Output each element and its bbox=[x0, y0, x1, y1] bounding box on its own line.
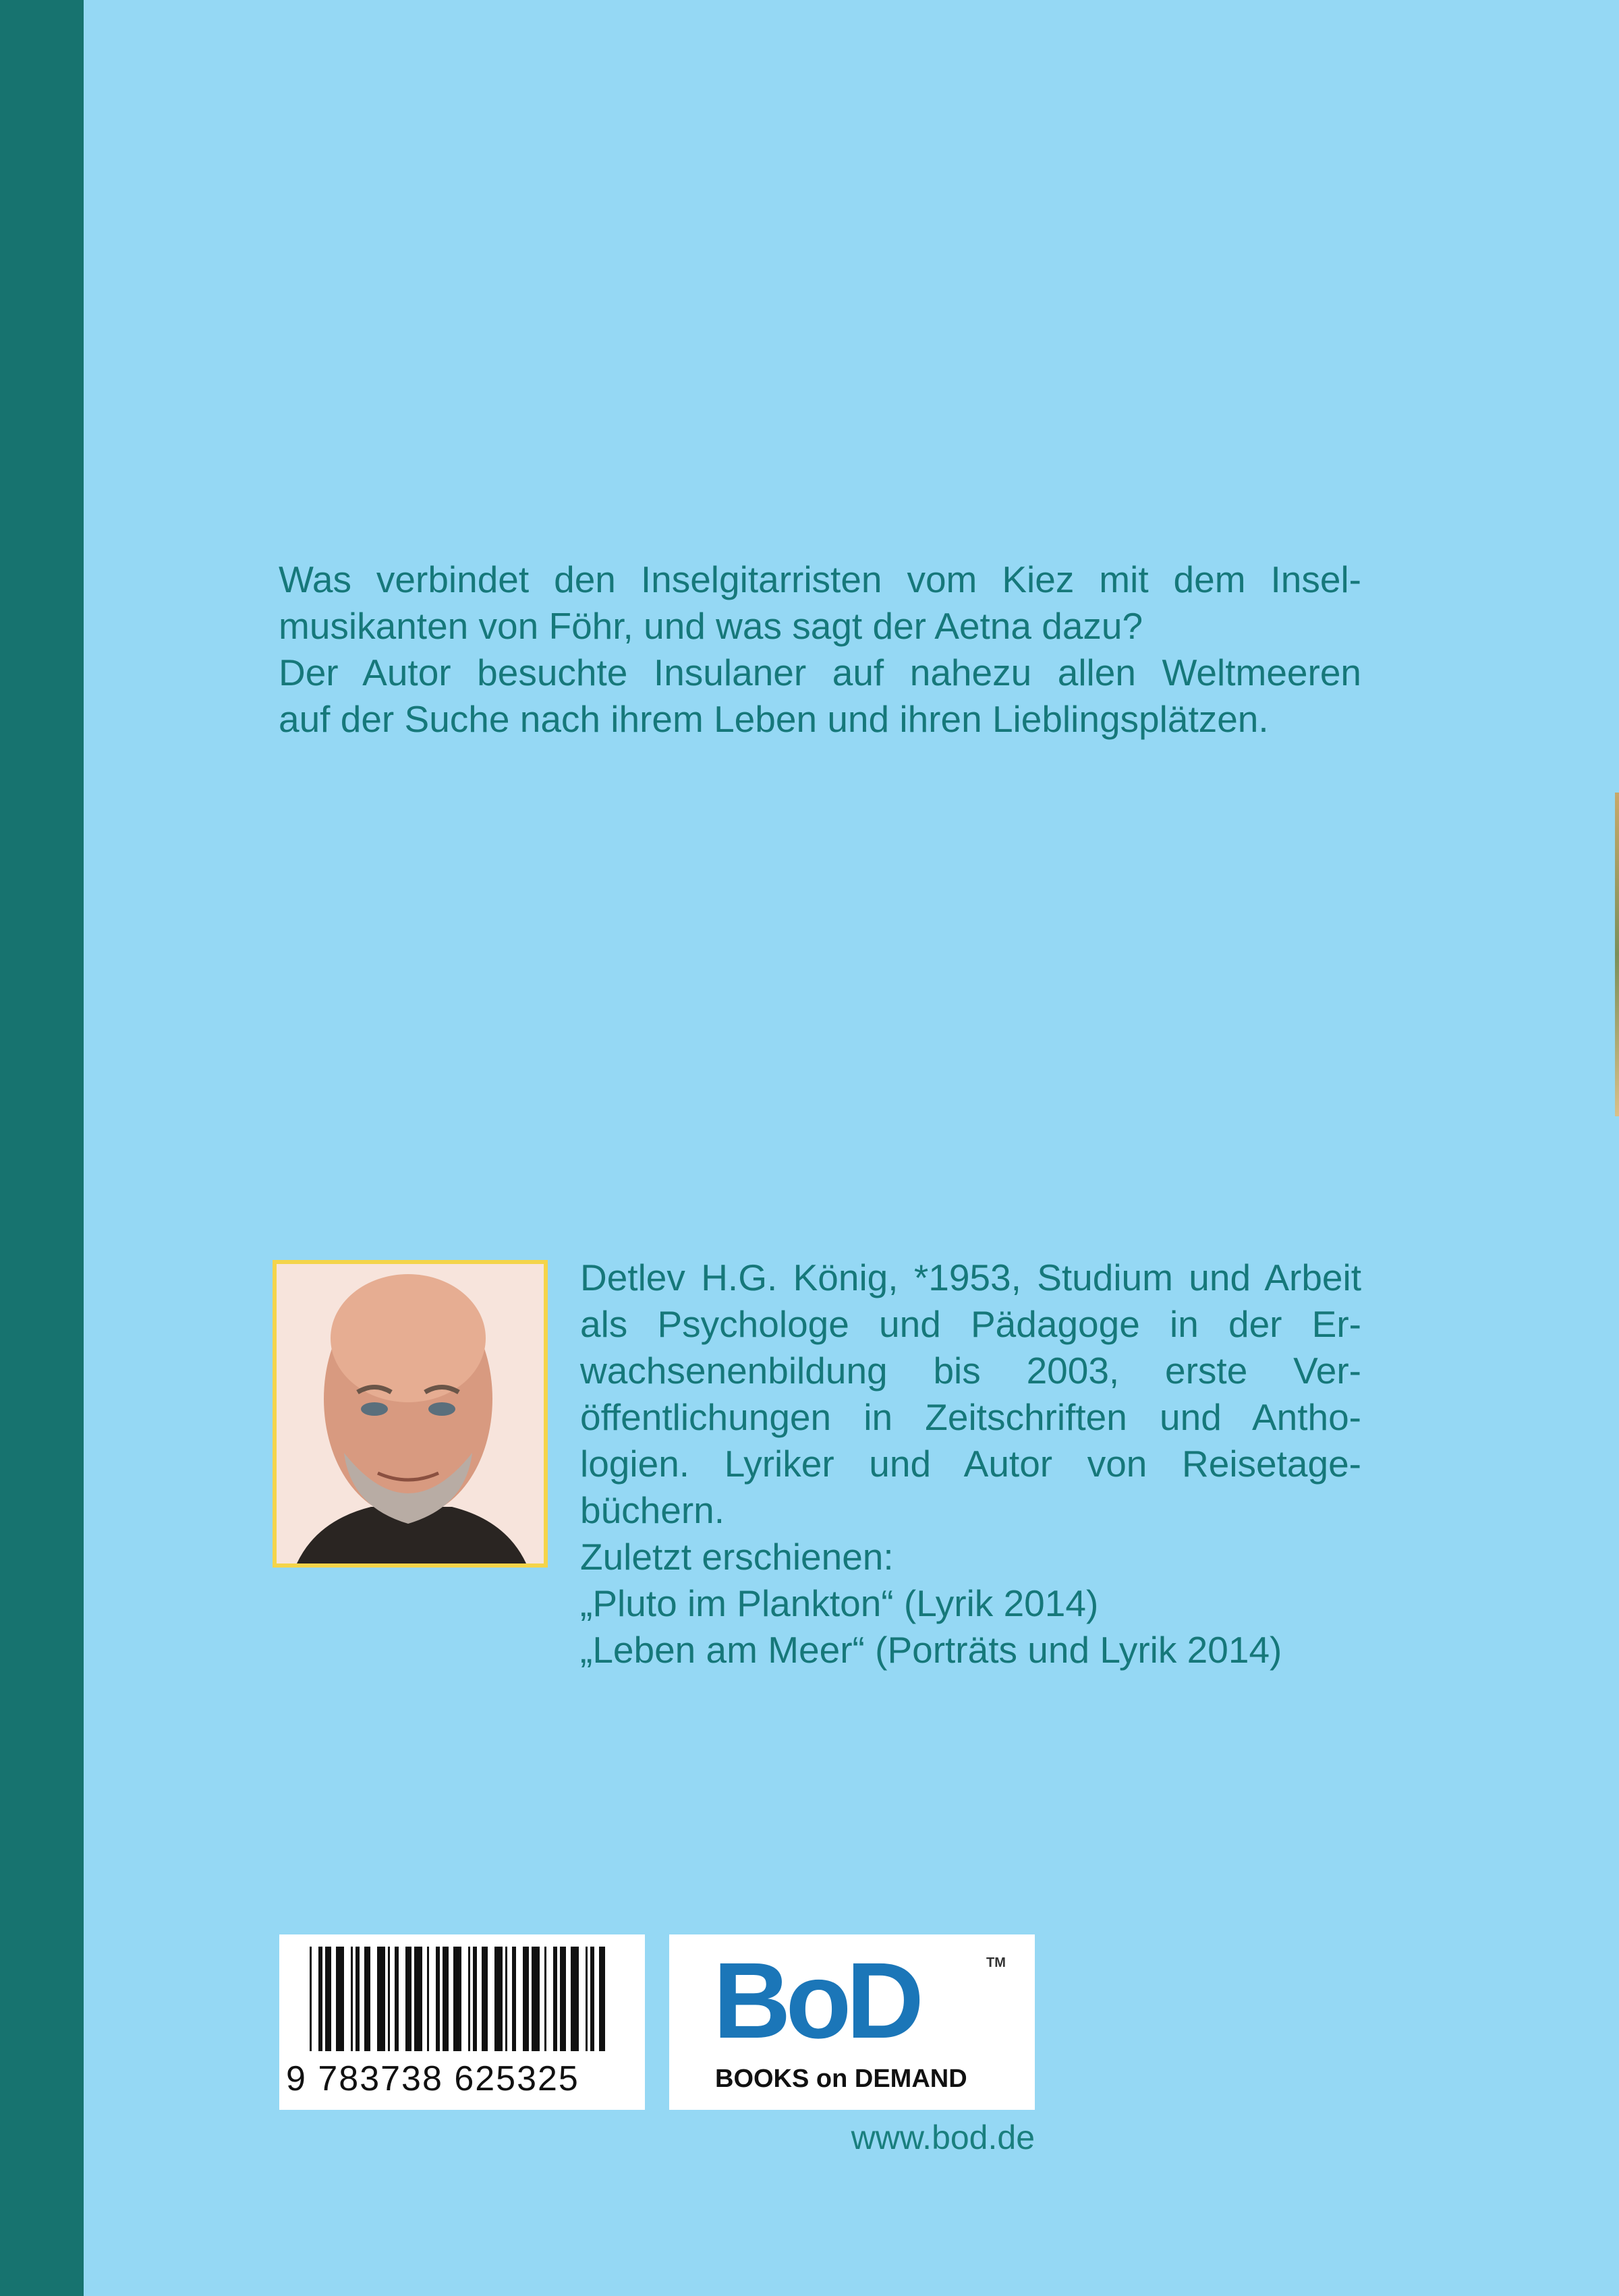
bio-line: logien. Lyriker und Autor von Reisetage- bbox=[580, 1443, 1361, 1485]
barcode-bar bbox=[427, 1947, 429, 2051]
barcode-bar bbox=[364, 1947, 370, 2051]
barcode-bar bbox=[468, 1947, 470, 2051]
trademark: TM bbox=[986, 1955, 1006, 1970]
barcode-bar bbox=[512, 1947, 516, 2051]
barcode-bar bbox=[553, 1947, 557, 2051]
bio-line: Zuletzt erschienen: bbox=[580, 1536, 894, 1578]
blurb-line: auf der Suche nach ihrem Leben und ihren Lieblingsplätzen. bbox=[279, 698, 1269, 740]
barcode-bar bbox=[310, 1947, 312, 2051]
blurb-line: Was verbindet den Inselgitarristen vom Kiez mit dem Insel- bbox=[279, 558, 1361, 600]
bio-line: büchern. bbox=[580, 1489, 725, 1531]
isbn-number: 9 783738 625325 bbox=[286, 2059, 579, 2098]
barcode-bar bbox=[505, 1947, 507, 2051]
barcode-bar bbox=[414, 1947, 422, 2051]
publisher-url[interactable]: www.bod.de bbox=[851, 2119, 1035, 2156]
barcode-bar bbox=[571, 1947, 579, 2051]
author-bio bbox=[580, 1255, 1361, 1673]
author-photo bbox=[273, 1260, 548, 1568]
barcode-bar bbox=[523, 1947, 529, 2051]
blurb-text bbox=[279, 556, 1361, 743]
blurb-line: musikanten von Föhr, und was sagt der Aetna dazu? bbox=[279, 605, 1143, 647]
barcode-bar bbox=[590, 1947, 594, 2051]
barcode-bar bbox=[473, 1947, 477, 2051]
bio-line: „Pluto im Plankton“ (Lyrik 2014) bbox=[580, 1582, 1099, 1624]
barcode-bar bbox=[494, 1947, 503, 2051]
barcode-bar bbox=[377, 1947, 385, 2051]
barcode-bar bbox=[395, 1947, 399, 2051]
bio-line: als Psychologe und Pädagoge in der Er- bbox=[580, 1303, 1361, 1345]
bio-line: wachsenenbildung bis 2003, erste Ver- bbox=[580, 1350, 1361, 1391]
author-portrait-icon bbox=[277, 1264, 544, 1563]
barcode-bar bbox=[356, 1947, 360, 2051]
barcode-bar bbox=[318, 1947, 322, 2051]
barcode-bar bbox=[532, 1947, 540, 2051]
isbn-barcode bbox=[279, 1934, 645, 2110]
barcode-bar bbox=[586, 1947, 588, 2051]
barcode-bar bbox=[325, 1947, 331, 2051]
publisher-logo bbox=[669, 1934, 1035, 2110]
barcode-bar bbox=[544, 1947, 546, 2051]
barcode-bar bbox=[443, 1947, 449, 2051]
barcode-bar bbox=[388, 1947, 390, 2051]
bio-line: öffentlichungen in Zeitschriften und Antho- bbox=[580, 1396, 1361, 1438]
bod-logo-mark: BoD bbox=[713, 1940, 919, 2061]
barcode-bars-icon bbox=[310, 1947, 613, 2051]
bio-line: „Leben am Meer“ (Porträts und Lyrik 2014) bbox=[580, 1629, 1282, 1671]
barcode-bar bbox=[482, 1947, 488, 2051]
cover-edge-strip bbox=[1615, 793, 1619, 1116]
barcode-bar bbox=[436, 1947, 440, 2051]
barcode-bar bbox=[560, 1947, 566, 2051]
bio-line: Detlev H.G. König, *1953, Studium und Arbeit bbox=[580, 1257, 1361, 1298]
book-spine bbox=[0, 0, 84, 2296]
barcode-bar bbox=[405, 1947, 411, 2051]
barcode-bar bbox=[453, 1947, 461, 2051]
barcode-bar bbox=[599, 1947, 605, 2051]
barcode-bar bbox=[336, 1947, 344, 2051]
blurb-line: Der Autor besuchte Insulaner auf nahezu allen Weltmeeren bbox=[279, 652, 1361, 693]
publisher-tagline: BOOKS on DEMAND bbox=[715, 2065, 967, 2093]
barcode-bar bbox=[351, 1947, 353, 2051]
